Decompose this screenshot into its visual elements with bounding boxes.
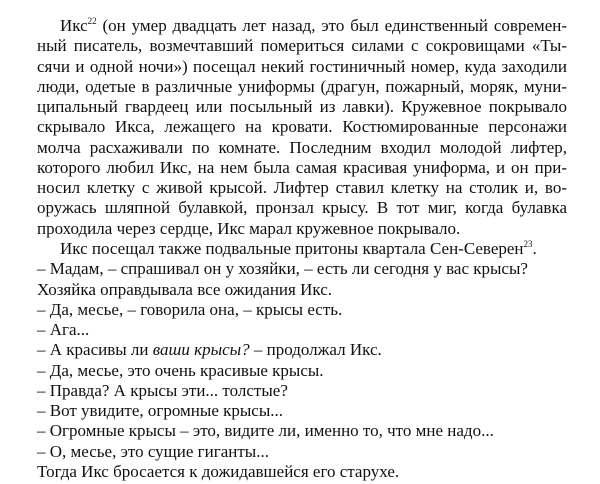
dialogue-line: – Правда? А крысы эти... толстые? (37, 380, 288, 400)
dialogue-line: – Да, месье, это очень красивые крысы. (37, 360, 324, 380)
text-line: которого любил Икс, на нем была самая красивая униформа, и он при- (37, 157, 567, 177)
text-line: ципальный гвардеец или посыльный из лавки). Кружевное покрывало (37, 97, 567, 117)
text-line: скрывало Икса, лежащего на кровати. Костюмированные персонажи (37, 117, 567, 137)
text-fragment: – А красивы ли (37, 340, 153, 360)
text-fragment: . (532, 239, 537, 258)
text-line: оружась шляпной булавкой, пронзал крысу. В тот миг, когда булавка (37, 198, 567, 218)
footnote-ref: 22 (87, 16, 97, 26)
italic-text: ваши крысы? (152, 340, 250, 360)
text-fragment: (он умер двадцать лет назад, это был единственный современ- (96, 16, 567, 35)
text-line: носил клетку с живой крысой. Лифтер ставил клетку на столик и, во- (37, 178, 567, 198)
text-fragment: Икс (60, 16, 88, 35)
dialogue-line: Хозяйка оправдывала все ожидания Икс. (37, 279, 332, 299)
text-line: молча расхаживали по комнате. Последним входил молодой лифтер, (37, 137, 567, 157)
dialogue-line: – Ага... (37, 320, 90, 340)
text-line (60, 239, 567, 259)
text-line: люди, одетые в различные униформы (драгун, пожарный, моряк, муни- (37, 76, 567, 96)
dialogue-line: – Да, месье, – говорила она, – крысы есть. (37, 299, 343, 319)
text-line: ный писатель, возмечтавший помериться силами с сокровищами «Ты- (37, 36, 567, 56)
dialogue-line: – Огромные крысы – это, видите ли, именно то, что мне надо... (37, 421, 494, 441)
footnote-ref: 23 (523, 239, 533, 249)
dialogue-line: Тогда Икс бросается к дожидавшейся его старухе. (37, 462, 400, 481)
text-line (60, 16, 567, 36)
dialogue-line: – Вот увидите, огромные крысы... (37, 401, 284, 421)
text-fragment: Икс посещал также подвальные притоны квартала Сен-Северен (60, 239, 524, 258)
dialogue-line: – О, месье, это сущие гиганты... (37, 441, 269, 461)
text-line: проходила через сердце, Икс марал кружевное покрывало. (37, 218, 461, 238)
dialogue-line (37, 340, 567, 360)
dialogue-line: – Мадам, – спрашивал он у хозяйки, – есть ли сегодня у вас крысы? (37, 259, 528, 279)
text-fragment: – продолжал Икс. (249, 340, 382, 360)
text-line: сячи и одной ночи») посещал некий гостиничный номер, куда заходили (37, 56, 567, 76)
